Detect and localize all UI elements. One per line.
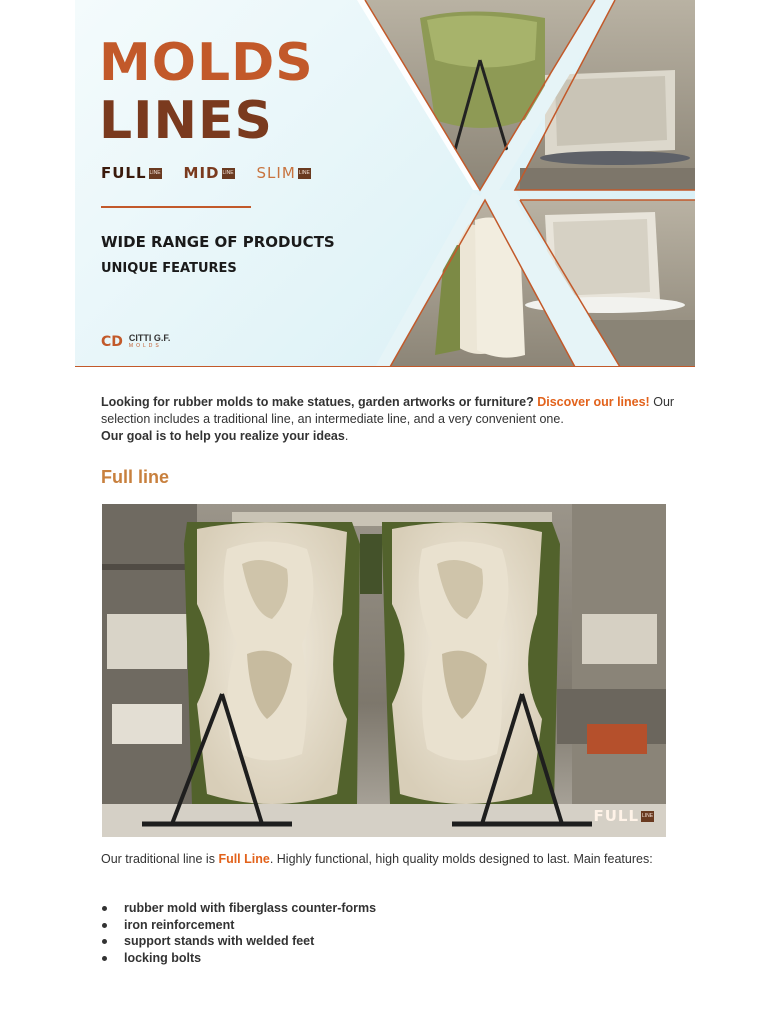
photo-full-line-badge (593, 807, 654, 825)
banner-title-line2: LINES (99, 91, 273, 151)
intro-goal-end: . (344, 429, 349, 443)
intro-selection-text: Our selection includes a traditional line, an intermediate line, and a very convenient one. (101, 395, 675, 426)
full-line-link[interactable]: Full Line (218, 852, 270, 866)
bullet-icon (102, 956, 107, 961)
full-line-logo-tag: LINE (149, 168, 162, 179)
product-line-logos (101, 164, 311, 182)
feature-text: rubber mold with fiberglass counter-forms (124, 901, 377, 915)
feature-text: support stands with welded feet (124, 934, 315, 948)
banner-subtitle-products: WIDE RANGE OF PRODUCTS (101, 233, 335, 251)
banner-bottom-rule (75, 366, 695, 367)
slim-line-logo-word: SLIM (256, 164, 296, 182)
full-line-heading: Full line (101, 467, 170, 487)
full-line-features-list (101, 900, 376, 966)
full-line-logo-word: FULL (101, 164, 147, 182)
full-line-mold-image (102, 504, 666, 837)
mid-line-logo-tag: LINE (222, 168, 235, 179)
slim-line-logo-tag: LINE (298, 168, 311, 179)
company-logo-name (129, 334, 171, 350)
banner-divider (101, 206, 251, 208)
mid-line-logo (184, 164, 235, 182)
mid-line-logo-word: MID (183, 164, 220, 182)
company-logo (101, 334, 170, 350)
full-line-desc-start: Our traditional line is (101, 852, 215, 866)
full-line-logo (101, 164, 162, 182)
feature-item (101, 950, 376, 967)
full-line-description (101, 851, 661, 868)
slim-line-logo (257, 164, 311, 182)
company-name: CITTI G.F. (128, 333, 171, 343)
bullet-icon (102, 923, 107, 928)
bullet-icon (102, 906, 107, 911)
feature-item (101, 900, 376, 917)
intro-question: Looking for rubber molds to make statues, garden artworks or furniture? (101, 395, 534, 409)
photo-badge-word: FULL (593, 807, 639, 825)
feature-item (101, 933, 376, 950)
discover-lines-link[interactable]: Discover our lines! (537, 395, 650, 409)
photo-badge-tag: LINE (641, 811, 654, 822)
full-line-photo (102, 504, 666, 837)
banner-title (99, 34, 314, 150)
company-subname: MOLDS (128, 343, 162, 349)
feature-text: locking bolts (124, 950, 202, 965)
intro-goal: Our goal is to help you realize your ideas (101, 429, 345, 443)
bullet-icon (102, 939, 107, 944)
hero-banner (75, 0, 695, 367)
intro-paragraph (101, 394, 676, 445)
feature-text: iron reinforcement (124, 917, 235, 932)
feature-item (101, 917, 376, 934)
full-line-desc-end: . Highly functional, high quality molds designed to last. Main features: (269, 852, 653, 866)
banner-subtitle-features: UNIQUE FEATURES (101, 261, 237, 276)
company-logo-mark: CD (101, 334, 123, 350)
banner-title-line1: MOLDS (99, 33, 314, 93)
